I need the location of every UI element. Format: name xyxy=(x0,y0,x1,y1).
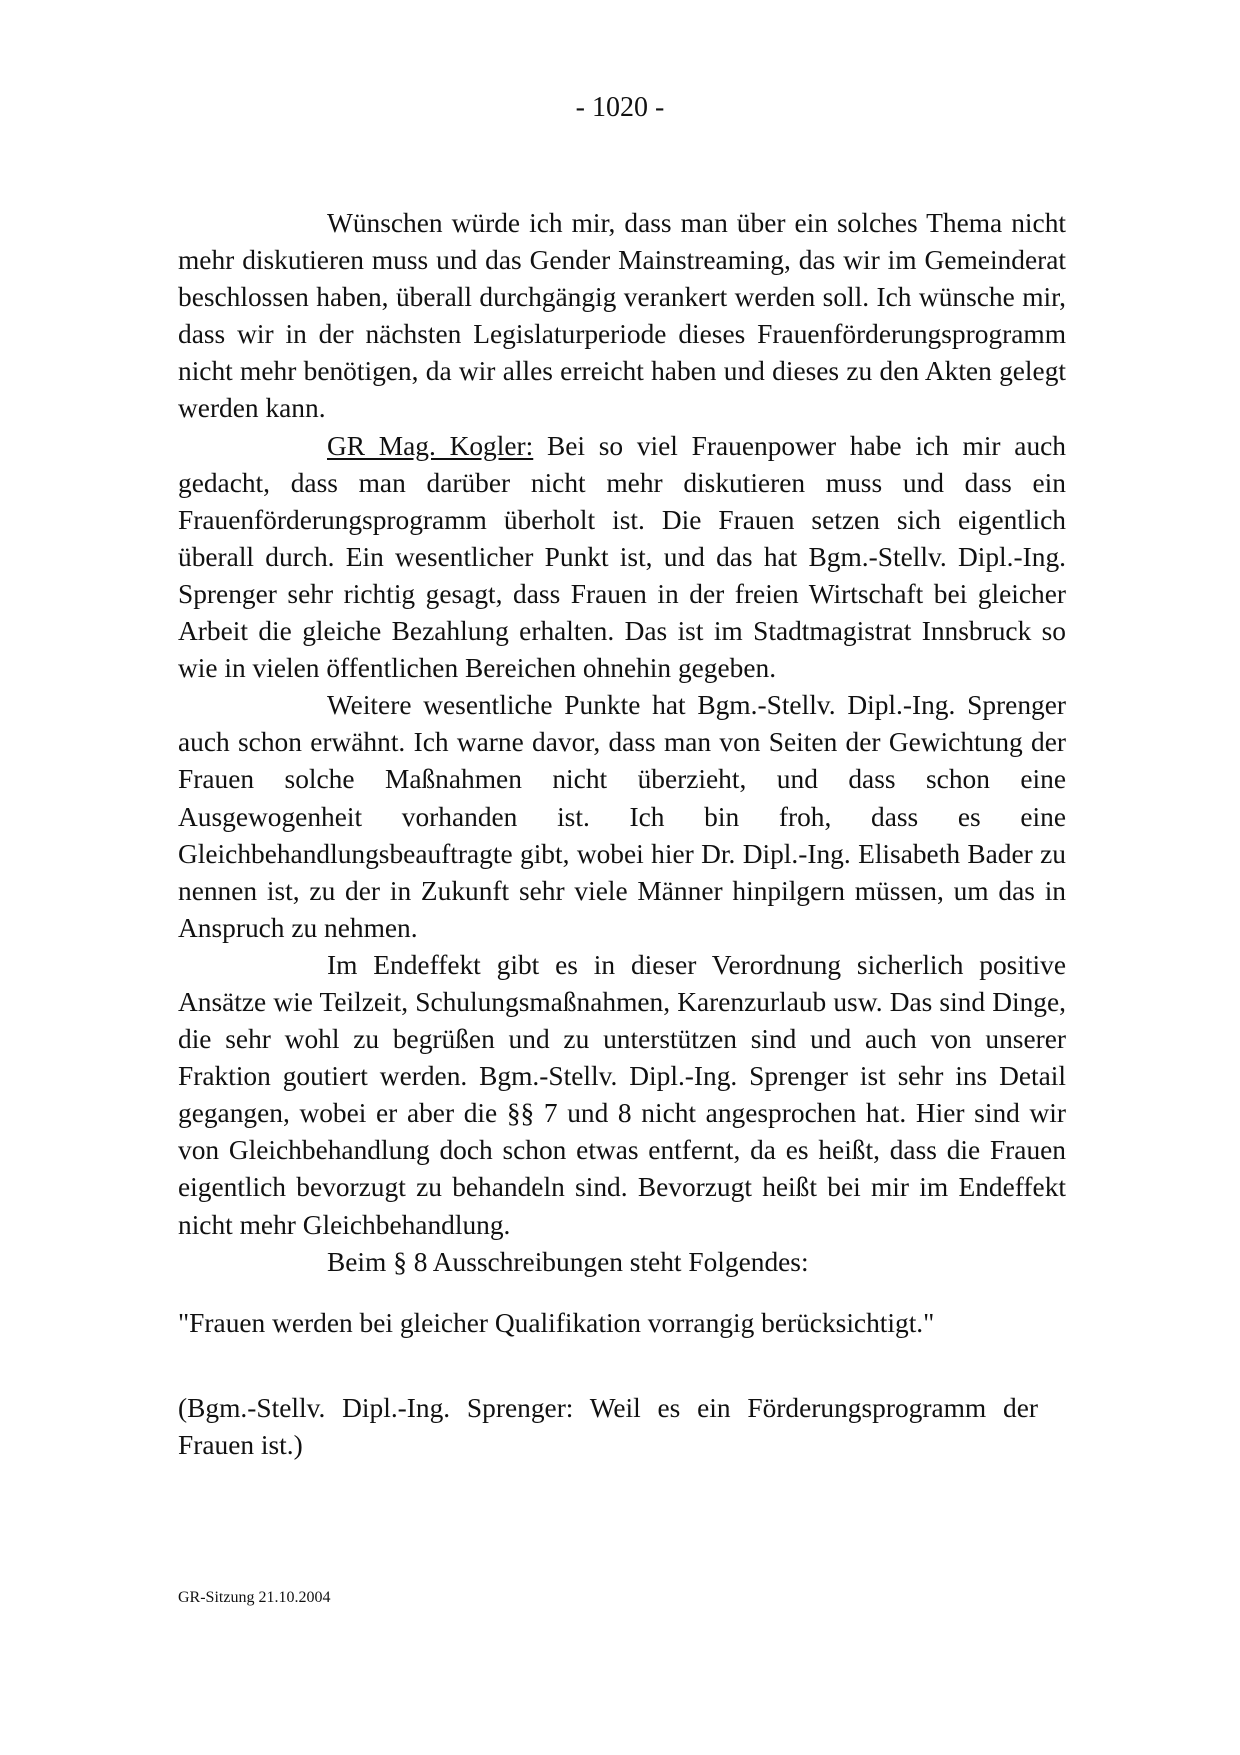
paragraph: Wünschen würde ich mir, dass man über ein solches Thema nicht mehr diskutieren muss und das Gender Mainstreaming, das wir im Gemeinderat beschlossen haben, überall durchgängig verankert werden soll. Ich wünsche mir, dass wir in der nächsten Legislaturperiode dieses Frauenförderungsprogramm nicht mehr benötigen, da wir alles erreicht haben und dieses zu den Akten gelegt werden kann. xyxy=(178,208,1066,424)
paragraph: Beim § 8 Ausschreibungen steht Folgendes: xyxy=(327,1246,809,1277)
paragraph-text: Bei so viel Frauenpower habe ich mir auch gedacht, dass man darüber nicht mehr diskutieren muss und dass ein Frauenförderungsprogramm überholt ist. Die Frauen setzen sich eigentlich überall durch. Ein wesentlicher Punkt ist, und das hat Bgm.-Stellv. Dipl.-Ing. Sprenger sehr richtig gesagt, dass Frauen in der freien Wirtschaft bei gleicher Arbeit die gleiche Bezahlung erhalten. Das ist im Stadtmagistrat Innsbruck so wie in vielen öffentlichen Bereichen ohnehin gegeben. xyxy=(178,430,1066,684)
speaker-name: GR Mag. Kogler: xyxy=(327,430,534,461)
interjection: (Bgm.-Stellv. Dipl.-Ing. Sprenger: Weil es ein Förderungsprogramm der Frauen ist.) xyxy=(178,1392,1038,1460)
document-body xyxy=(178,205,1066,1464)
paragraph: Weitere wesentliche Punkte hat Bgm.-Stellv. Dipl.-Ing. Sprenger auch schon erwähnt. Ich warne davor, dass man von Seiten der Gewichtung der Frauen solche Maßnahmen nicht überzieht, und dass schon eine Ausgewogenheit vorhanden ist. Ich bin froh, dass es eine Gleichbehandlungsbeauftragte gibt, wobei hier Dr. Dipl.-Ing. Elisabeth Bader zu nennen ist, zu der in Zukunft sehr viele Männer hinpilgern müssen, um das in Anspruch zu nehmen. xyxy=(178,690,1066,943)
paragraph-speaker-kogler xyxy=(178,428,1066,688)
quotation: "Frauen werden bei gleicher Qualifikation vorrangig berücksichtigt." xyxy=(178,1307,935,1338)
paragraph: Im Endeffekt gibt es in dieser Verordnung sicherlich positive Ansätze wie Teilzeit, Schulungsmaßnahmen, Karenzurlaub usw. Das sind Dinge, die sehr wohl zu begrüßen und zu unterstützen sind und auch von unserer Fraktion goutiert werden. Bgm.-Stellv. Dipl.-Ing. Sprenger ist sehr ins Detail gegangen, wobei er aber die §§ 7 und 8 nicht angesprochen hat. Hier sind wir von Gleichbehandlung doch schon etwas entfernt, da es heißt, dass die Frauen eigentlich bevorzugt zu behandeln sind. Bevorzugt heißt bei mir im Endeffekt nicht mehr Gleichbehandlung. xyxy=(178,949,1066,1240)
footer-session-date: GR-Sitzung 21.10.2004 xyxy=(178,1589,331,1606)
page-number: - 1020 - xyxy=(575,92,665,123)
